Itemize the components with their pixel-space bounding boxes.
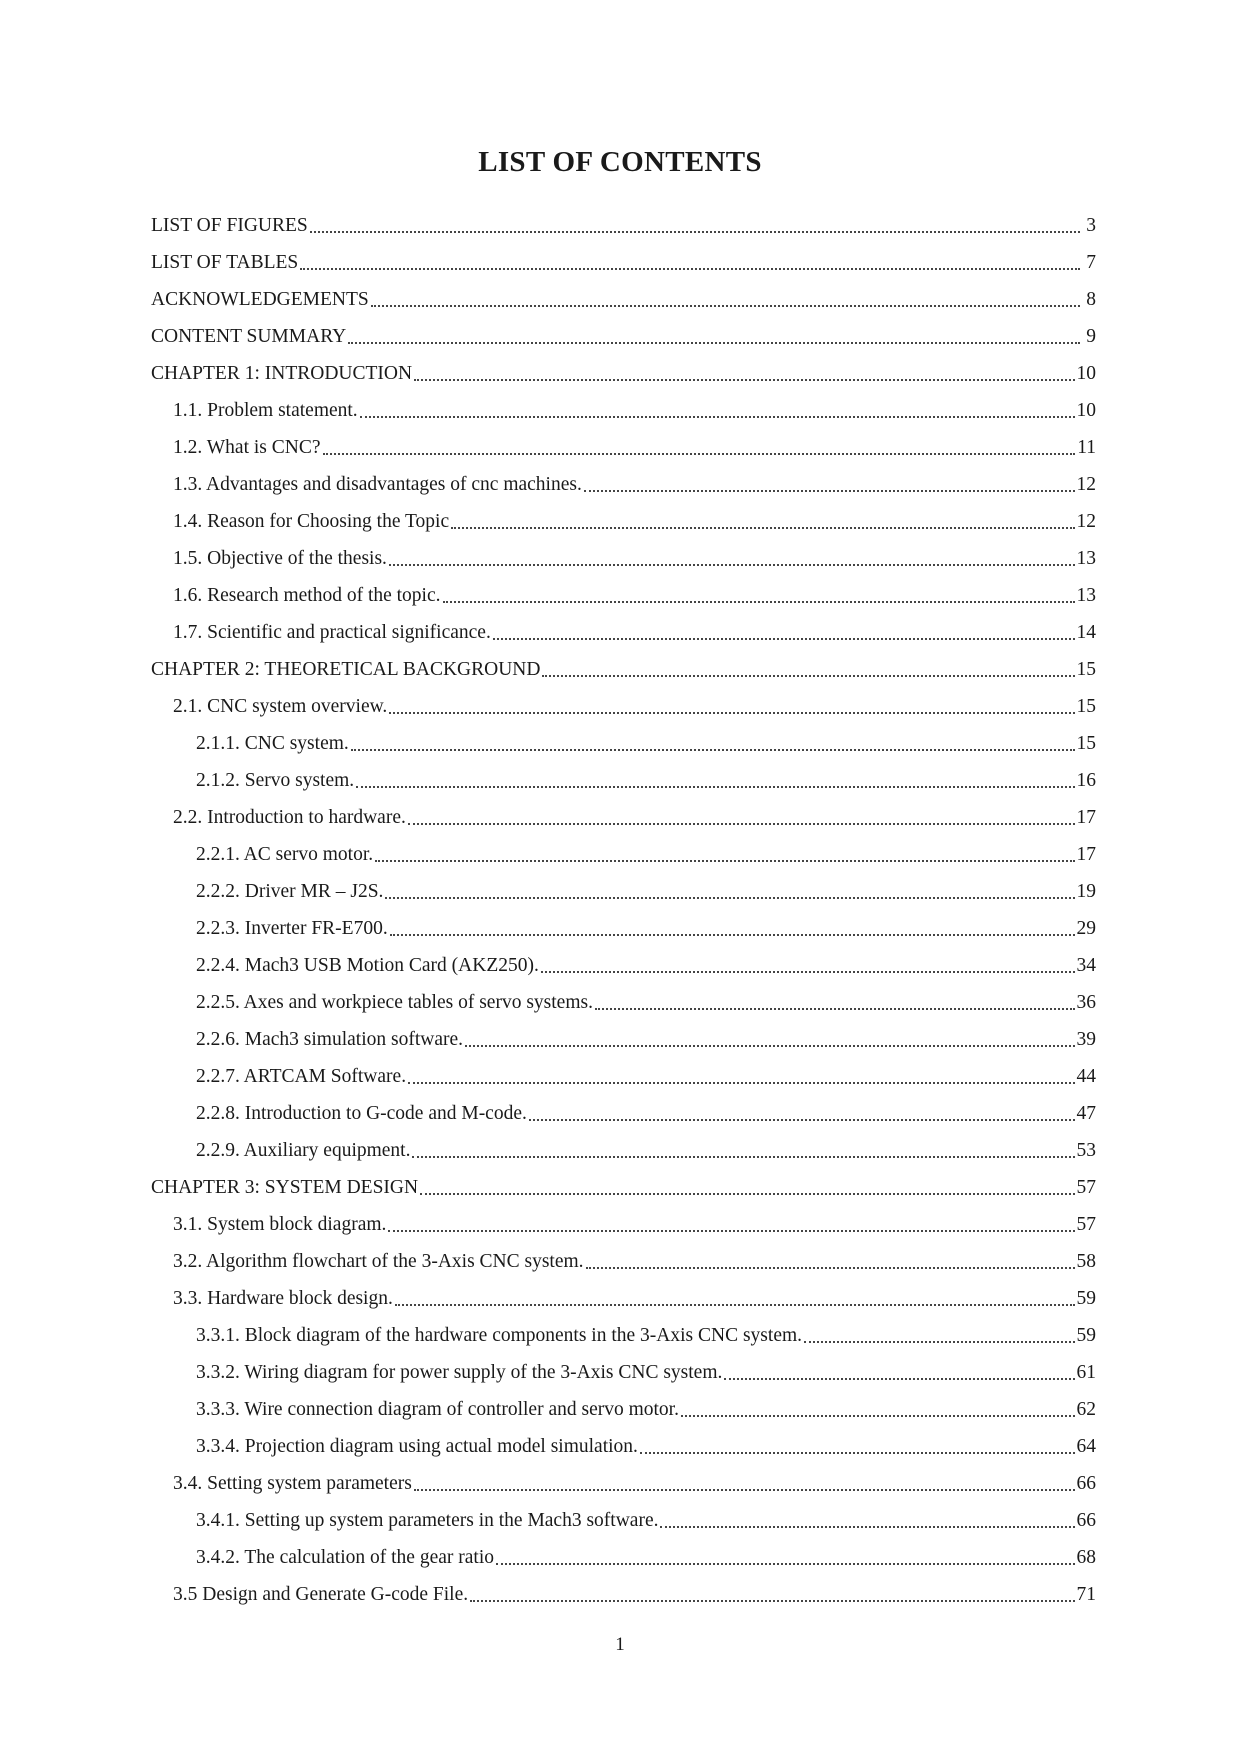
toc-entry-page-number: 64 bbox=[1076, 1436, 1096, 1457]
dot-leader bbox=[443, 601, 1075, 603]
toc-entry[interactable] bbox=[151, 719, 1096, 756]
toc-entry-page-number: 19 bbox=[1076, 881, 1096, 902]
toc-entry-title: ACKNOWLEDGEMENTS bbox=[151, 289, 369, 310]
toc-entry-title: 2.2.1. AC servo motor. bbox=[196, 844, 374, 865]
toc-entry-page-number: 3 bbox=[1086, 215, 1096, 236]
toc-entry[interactable] bbox=[151, 1422, 1096, 1459]
toc-entry-title: 3.1. System block diagram. bbox=[173, 1214, 387, 1235]
dot-leader bbox=[493, 638, 1075, 640]
dot-leader bbox=[529, 1119, 1075, 1121]
toc-entry-page-number: 9 bbox=[1086, 326, 1096, 347]
toc-entry-title: CHAPTER 1: INTRODUCTION bbox=[151, 363, 413, 384]
toc-entry[interactable] bbox=[151, 1570, 1096, 1607]
toc-entry-page-number: 59 bbox=[1076, 1288, 1096, 1309]
dot-leader bbox=[375, 860, 1074, 862]
toc-entry-title: CHAPTER 2: THEORETICAL BACKGROUND bbox=[151, 659, 541, 680]
dot-leader bbox=[804, 1341, 1074, 1343]
toc-entry-page-number: 29 bbox=[1076, 918, 1096, 939]
toc-entry-title: CONTENT SUMMARY bbox=[151, 326, 347, 347]
toc-entry-title: 1.3. Advantages and disadvantages of cnc machines. bbox=[173, 474, 582, 495]
toc-entry-title: 1.6. Research method of the topic. bbox=[173, 585, 441, 606]
toc-entry[interactable] bbox=[151, 1496, 1096, 1533]
toc-entry-page-number: 66 bbox=[1076, 1473, 1096, 1494]
toc-entry[interactable] bbox=[151, 941, 1096, 978]
toc-entry[interactable] bbox=[151, 571, 1096, 608]
toc-entry-title: 3.4.2. The calculation of the gear ratio bbox=[196, 1547, 494, 1568]
toc-entry[interactable] bbox=[151, 386, 1096, 423]
dot-leader bbox=[595, 1008, 1075, 1010]
toc-entry-page-number: 36 bbox=[1076, 992, 1096, 1013]
toc-entry[interactable] bbox=[151, 349, 1096, 386]
toc-entry[interactable] bbox=[151, 1385, 1096, 1422]
toc-entry[interactable] bbox=[151, 645, 1096, 682]
dot-leader bbox=[310, 231, 1080, 233]
toc-entry-page-number: 14 bbox=[1076, 622, 1096, 643]
toc-entry-page-number: 61 bbox=[1076, 1362, 1096, 1383]
toc-entry-page-number: 58 bbox=[1076, 1251, 1096, 1272]
toc-entry-title: 3.2. Algorithm flowchart of the 3-Axis CNC system. bbox=[173, 1251, 584, 1272]
toc-entry-title: 2.2.4. Mach3 USB Motion Card (AKZ250). bbox=[196, 955, 539, 976]
dot-leader bbox=[542, 675, 1074, 677]
toc-entry[interactable] bbox=[151, 978, 1096, 1015]
dot-leader bbox=[470, 1600, 1074, 1602]
toc-entry-page-number: 34 bbox=[1076, 955, 1096, 976]
toc-entry-page-number: 44 bbox=[1076, 1066, 1096, 1087]
dot-leader bbox=[414, 379, 1074, 381]
toc-entry[interactable] bbox=[151, 534, 1096, 571]
dot-leader bbox=[371, 305, 1080, 307]
dot-leader bbox=[420, 1193, 1074, 1195]
toc-entry-title: 1.1. Problem statement. bbox=[173, 400, 358, 421]
toc-entry-page-number: 66 bbox=[1076, 1510, 1096, 1531]
page-title: LIST OF CONTENTS bbox=[478, 146, 762, 178]
dot-leader bbox=[389, 712, 1074, 714]
toc-entry[interactable] bbox=[151, 1163, 1096, 1200]
toc-entry-title: 3.3.1. Block diagram of the hardware components in the 3-Axis CNC system. bbox=[196, 1325, 803, 1346]
toc-entry-title: 3.3. Hardware block design. bbox=[173, 1288, 393, 1309]
toc-entry-title: 3.5 Design and Generate G-code File. bbox=[173, 1584, 469, 1605]
toc-entry-page-number: 12 bbox=[1076, 511, 1096, 532]
dot-leader bbox=[388, 1230, 1074, 1232]
dot-leader bbox=[660, 1526, 1074, 1528]
toc-entry[interactable] bbox=[151, 1200, 1096, 1237]
toc-entry[interactable] bbox=[151, 1274, 1096, 1311]
toc-entry-title: CHAPTER 3: SYSTEM DESIGN bbox=[151, 1177, 419, 1198]
dot-leader bbox=[360, 416, 1075, 418]
toc-entry-page-number: 59 bbox=[1076, 1325, 1096, 1346]
dot-leader bbox=[414, 1489, 1075, 1491]
toc-entry[interactable] bbox=[151, 756, 1096, 793]
toc-entry-page-number: 13 bbox=[1076, 548, 1096, 569]
toc-entry-title: 2.1.2. Servo system. bbox=[196, 770, 355, 791]
dot-leader bbox=[323, 453, 1076, 455]
toc-entry-title: LIST OF TABLES bbox=[151, 252, 299, 273]
toc-entry-title: 2.2.7. ARTCAM Software. bbox=[196, 1066, 407, 1087]
toc-entry-page-number: 15 bbox=[1076, 696, 1096, 717]
toc-entry[interactable] bbox=[151, 497, 1096, 534]
toc-entry-page-number: 68 bbox=[1076, 1547, 1096, 1568]
toc-entry[interactable] bbox=[151, 682, 1096, 719]
toc-entry-title: 1.7. Scientific and practical significance. bbox=[173, 622, 491, 643]
toc-entry-title: 2.2.2. Driver MR – J2S. bbox=[196, 881, 384, 902]
toc-entry[interactable] bbox=[151, 1089, 1096, 1126]
toc-entry-title: 3.3.3. Wire connection diagram of controller and servo motor. bbox=[196, 1399, 679, 1420]
toc-entry[interactable] bbox=[151, 275, 1096, 312]
page-number-footer: 1 bbox=[615, 1634, 625, 1655]
toc-entry-title: 3.4.1. Setting up system parameters in the Mach3 software. bbox=[196, 1510, 659, 1531]
dot-leader bbox=[584, 490, 1075, 492]
toc-entry[interactable] bbox=[151, 1459, 1096, 1496]
dot-leader bbox=[451, 527, 1074, 529]
toc-entry-page-number: 57 bbox=[1076, 1177, 1096, 1198]
toc-entry[interactable] bbox=[151, 1348, 1096, 1385]
dot-leader bbox=[412, 1156, 1074, 1158]
toc-entry-title: 1.2. What is CNC? bbox=[173, 437, 321, 458]
dot-leader bbox=[351, 749, 1075, 751]
toc-entry-title: 3.3.2. Wiring diagram for power supply of the 3-Axis CNC system. bbox=[196, 1362, 723, 1383]
toc-entry-page-number: 57 bbox=[1076, 1214, 1096, 1235]
toc-entry-title: 2.2.9. Auxiliary equipment. bbox=[196, 1140, 411, 1161]
toc-entry-page-number: 8 bbox=[1086, 289, 1096, 310]
toc-entry-title: 2.1. CNC system overview. bbox=[173, 696, 388, 717]
toc-entry-page-number: 13 bbox=[1076, 585, 1096, 606]
dot-leader bbox=[395, 1304, 1075, 1306]
dot-leader bbox=[408, 823, 1075, 825]
toc-entry-page-number: 11 bbox=[1077, 437, 1096, 458]
toc-entry[interactable] bbox=[151, 423, 1096, 460]
dot-leader bbox=[541, 971, 1075, 973]
toc-entry-title: 2.1.1. CNC system. bbox=[196, 733, 349, 754]
toc-entry-page-number: 16 bbox=[1076, 770, 1096, 791]
toc-entry-title: 3.4. Setting system parameters bbox=[173, 1473, 412, 1494]
toc-entry-page-number: 7 bbox=[1086, 252, 1096, 273]
dot-leader bbox=[385, 897, 1074, 899]
toc-entry[interactable] bbox=[151, 904, 1096, 941]
toc-entry[interactable] bbox=[151, 1311, 1096, 1348]
toc-entry-page-number: 10 bbox=[1076, 400, 1096, 421]
dot-leader bbox=[408, 1082, 1074, 1084]
toc-entry[interactable] bbox=[151, 1126, 1096, 1163]
toc-entry[interactable] bbox=[151, 238, 1096, 275]
toc-entry-page-number: 10 bbox=[1076, 363, 1096, 384]
toc-entry[interactable] bbox=[151, 312, 1096, 349]
toc-entry[interactable] bbox=[151, 1237, 1096, 1274]
toc-entry-title: 2.2.8. Introduction to G-code and M-code. bbox=[196, 1103, 527, 1124]
toc-entry-title: 2.2.5. Axes and workpiece tables of servo systems. bbox=[196, 992, 593, 1013]
dot-leader bbox=[496, 1563, 1075, 1565]
dot-leader bbox=[389, 564, 1075, 566]
toc-entry-title: 2.2. Introduction to hardware. bbox=[173, 807, 406, 828]
toc-entry[interactable] bbox=[151, 608, 1096, 645]
toc-entry-title: 3.3.4. Projection diagram using actual model simulation. bbox=[196, 1436, 638, 1457]
toc-entry[interactable] bbox=[151, 1052, 1096, 1089]
dot-leader bbox=[300, 268, 1080, 270]
toc-entry[interactable] bbox=[151, 460, 1096, 497]
toc-entry-page-number: 53 bbox=[1076, 1140, 1096, 1161]
toc-entry[interactable] bbox=[151, 1015, 1096, 1052]
toc-entry-title: 1.5. Objective of the thesis. bbox=[173, 548, 387, 569]
toc-entry-page-number: 15 bbox=[1076, 733, 1096, 754]
toc-entry-title: 1.4. Reason for Choosing the Topic bbox=[173, 511, 450, 532]
dot-leader bbox=[465, 1045, 1075, 1047]
toc-entry-page-number: 47 bbox=[1076, 1103, 1096, 1124]
toc-entry[interactable] bbox=[151, 201, 1096, 238]
toc-entry-title: 2.2.3. Inverter FR-E700. bbox=[196, 918, 388, 939]
dot-leader bbox=[390, 934, 1075, 936]
toc-entry[interactable] bbox=[151, 830, 1096, 867]
toc-entry-page-number: 17 bbox=[1076, 807, 1096, 828]
toc-entry-page-number: 62 bbox=[1076, 1399, 1096, 1420]
dot-leader bbox=[640, 1452, 1075, 1454]
dot-leader bbox=[348, 342, 1080, 344]
toc-entry-title: LIST OF FIGURES bbox=[151, 215, 308, 236]
dot-leader bbox=[681, 1415, 1075, 1417]
toc-entry-page-number: 39 bbox=[1076, 1029, 1096, 1050]
toc-entry-page-number: 12 bbox=[1076, 474, 1096, 495]
toc-entry-title: 2.2.6. Mach3 simulation software. bbox=[196, 1029, 463, 1050]
toc-entry[interactable] bbox=[151, 1533, 1096, 1570]
toc-entry-page-number: 15 bbox=[1076, 659, 1096, 680]
toc-entry[interactable] bbox=[151, 867, 1096, 904]
toc-entry[interactable] bbox=[151, 793, 1096, 830]
dot-leader bbox=[724, 1378, 1074, 1380]
dot-leader bbox=[356, 786, 1074, 788]
table-of-contents bbox=[151, 201, 1096, 1607]
toc-entry-page-number: 17 bbox=[1076, 844, 1096, 865]
dot-leader bbox=[586, 1267, 1075, 1269]
toc-entry-page-number: 71 bbox=[1076, 1584, 1096, 1605]
